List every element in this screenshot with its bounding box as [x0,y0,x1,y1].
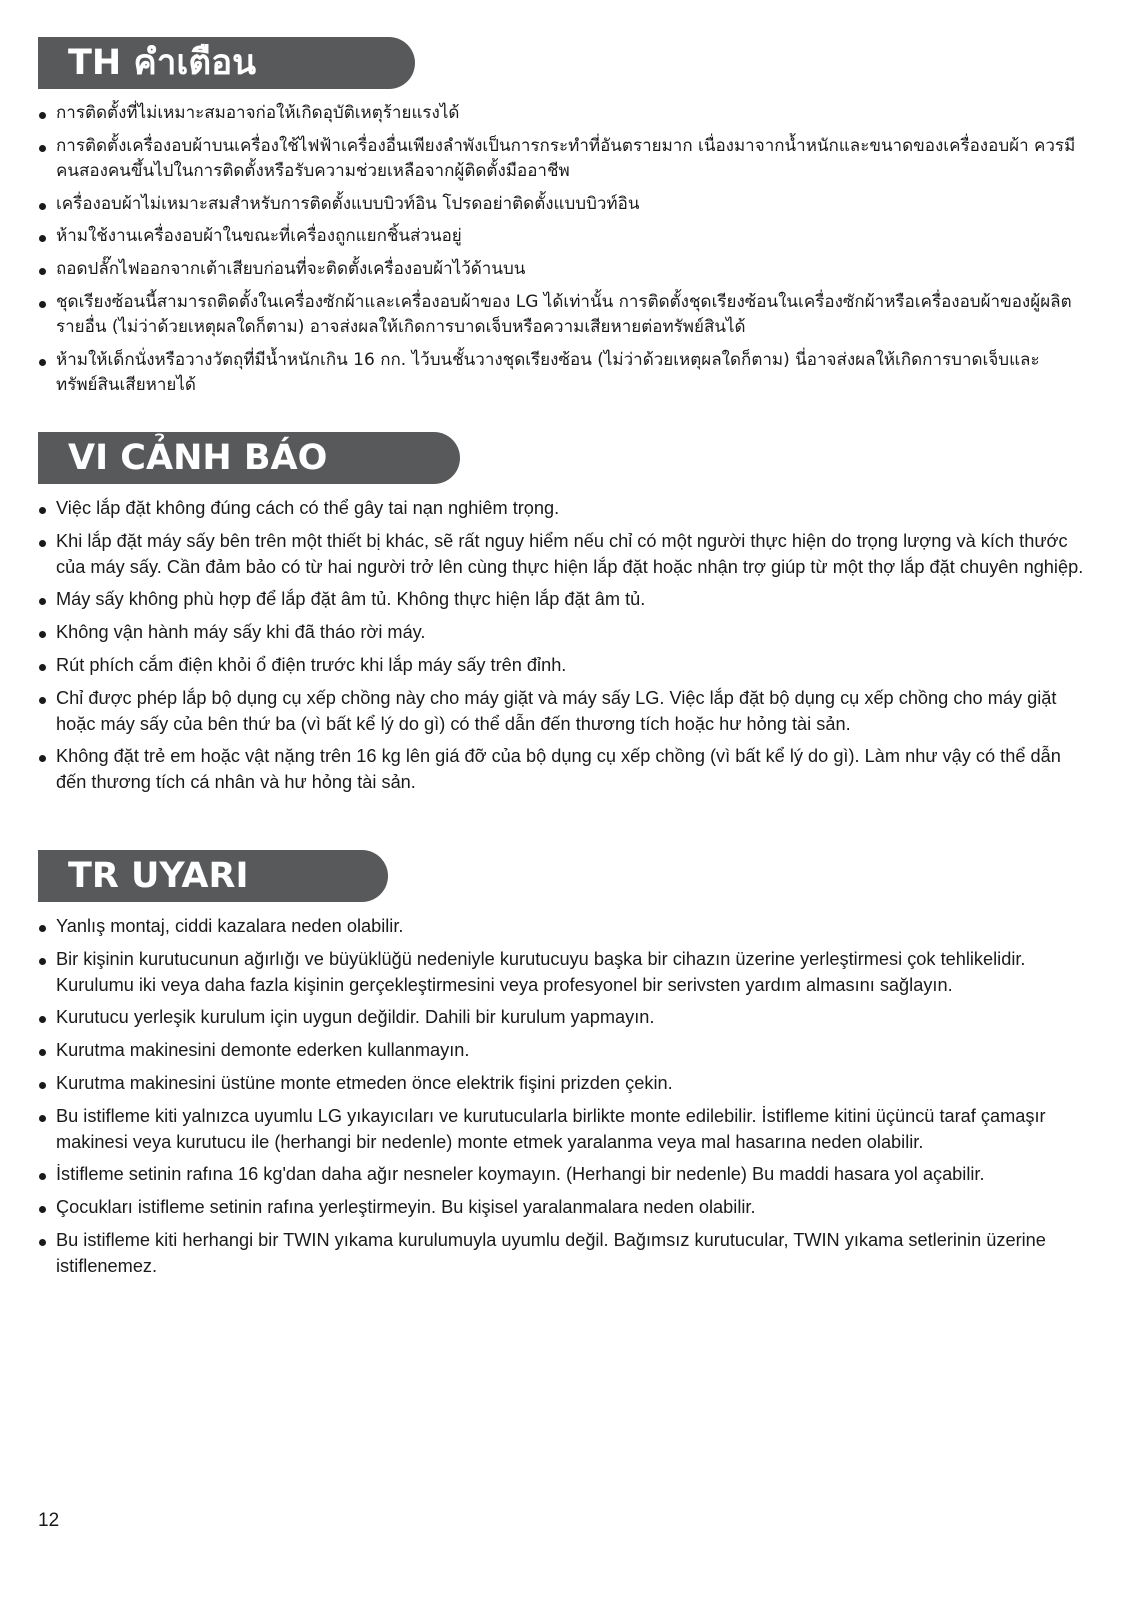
list-item: Máy sấy không phù hợp để lắp đặt âm tủ. Không thực hiện lắp đặt âm tủ. [38,587,1094,613]
list-item: Chỉ được phép lắp bộ dụng cụ xếp chồng này cho máy giặt và máy sấy LG. Việc lắp đặt bộ dụng cụ xếp chồng cho máy giặt hoặc máy sấy của bên thứ ba (vì bất kể lý do gì) có thể dẫn đến thương tích hoặc hư hỏng tài sản. [38,686,1094,738]
list-item: Bu istifleme kiti herhangi bir TWIN yıkama kurulumuyla uyumlu değil. Bağımsız kurutucular, TWIN yıkama setlerinin üzerine istiflenemez. [38,1228,1094,1280]
section-heading: TR UYARI [38,850,388,902]
warning-section-vietnamese [38,432,1094,803]
page-number: 12 [38,1510,60,1531]
list-item: ห้ามใช้งานเครื่องอบผ้าในขณะที่เครื่องถูกแยกชิ้นส่วนอยู่ [38,224,1094,250]
list-item: Çocukları istifleme setinin rafına yerleştirmeyin. Bu kişisel yaralanmalara neden olabilir. [38,1195,1094,1221]
list-item: ห้ามให้เด็กนั่งหรือวางวัตถุที่มีน้ำหนักเกิน 16 กก. ไว้บนชั้นวางชุดเรียงซ้อน (ไม่ว่าด้วยเหตุผลใดก็ตาม) นี่อาจส่งผลให้เกิดการบาดเจ็บและทรัพย์สินเสียหายได้ [38,348,1094,399]
list-item: ถอดปลั๊กไฟออกจากเต้าเสียบก่อนที่จะติดตั้งเครื่องอบผ้าไว้ด้านบน [38,257,1094,283]
section-heading: VI CẢNH BÁO [38,432,460,484]
list-item: เครื่องอบผ้าไม่เหมาะสมสำหรับการติดตั้งแบบบิวท์อิน โปรดอย่าติดตั้งแบบบิวท์อิน [38,192,1094,218]
warning-list [38,496,1094,796]
list-item: Không vận hành máy sấy khi đã tháo rời máy. [38,620,1094,646]
warning-list [38,914,1094,1280]
section-heading: TH คำเตือน [38,37,415,89]
warning-section-thai [38,37,1094,406]
list-item: Rút phích cắm điện khỏi ổ điện trước khi lắp máy sấy trên đỉnh. [38,653,1094,679]
list-item: Yanlış montaj, ciddi kazalara neden olabilir. [38,914,1094,940]
list-item: Bu istifleme kiti yalnızca uyumlu LG yıkayıcıları ve kurutucularla birlikte monte edilebilir. İstifleme kitini üçüncü taraf çamaşır makinesi veya kurutucu ile (herhangi bir nedenle) monte etmek yaralanma veya mal hasarına neden olabilir. [38,1104,1094,1156]
warning-list [38,101,1094,399]
warning-section-turkish [38,850,1094,1287]
list-item: Bir kişinin kurutucunun ağırlığı ve büyüklüğü nedeniyle kurutucuyu başka bir cihazın üzerine yerleştirmesi çok tehlikelidir. Kurulumu iki veya daha fazla kişinin gerçekleştirmesini veya profesyonel bir serivsten yardım almasını sağlayın. [38,947,1094,999]
list-item: İstifleme setinin rafına 16 kg'dan daha ağır nesneler koymayın. (Herhangi bir nedenle) Bu maddi hasara yol açabilir. [38,1162,1094,1188]
list-item: ชุดเรียงซ้อนนี้สามารถติดตั้งในเครื่องซักผ้าและเครื่องอบผ้าของ LG ได้เท่านั้น การติดตั้งชุดเรียงซ้อนในเครื่องซักผ้าหรือเครื่องอบผ้าของผู้ผลิตรายอื่น (ไม่ว่าด้วยเหตุผลใดก็ตาม) อาจส่งผลให้เกิดการบาดเจ็บหรือความเสียหายต่อทรัพย์สินได้ [38,290,1094,341]
list-item: Kurutma makinesini üstüne monte etmeden önce elektrik fişini prizden çekin. [38,1071,1094,1097]
list-item: Kurutma makinesini demonte ederken kullanmayın. [38,1038,1094,1064]
list-item: Khi lắp đặt máy sấy bên trên một thiết bị khác, sẽ rất nguy hiểm nếu chỉ có một người thực hiện do trọng lượng và kích thước của máy sấy. Cần đảm bảo có từ hai người trở lên cùng thực hiện lắp đặt hoặc nhận trợ giúp từ một thợ lắp đặt chuyên nghiệp. [38,529,1094,581]
list-item: การติดตั้งเครื่องอบผ้าบนเครื่องใช้ไฟฟ้าเครื่องอื่นเพียงลำพังเป็นการกระทำที่อันตรายมาก เนื่องมาจากน้ำหนักและขนาดของเครื่องอบผ้า ควรมีคนสองคนขึ้นไปในการติดตั้งหรือรับความช่วยเหลือจากผู้ติดตั้งมืออาชีพ [38,134,1094,185]
list-item: Kurutucu yerleşik kurulum için uygun değildir. Dahili bir kurulum yapmayın. [38,1005,1094,1031]
list-item: Việc lắp đặt không đúng cách có thể gây tai nạn nghiêm trọng. [38,496,1094,522]
list-item: การติดตั้งที่ไม่เหมาะสมอาจก่อให้เกิดอุบัติเหตุร้ายแรงได้ [38,101,1094,127]
list-item: Không đặt trẻ em hoặc vật nặng trên 16 kg lên giá đỡ của bộ dụng cụ xếp chồng (vì bất kể lý do gì). Làm như vậy có thể dẫn đến thương tích cá nhân và hư hỏng tài sản. [38,744,1094,796]
